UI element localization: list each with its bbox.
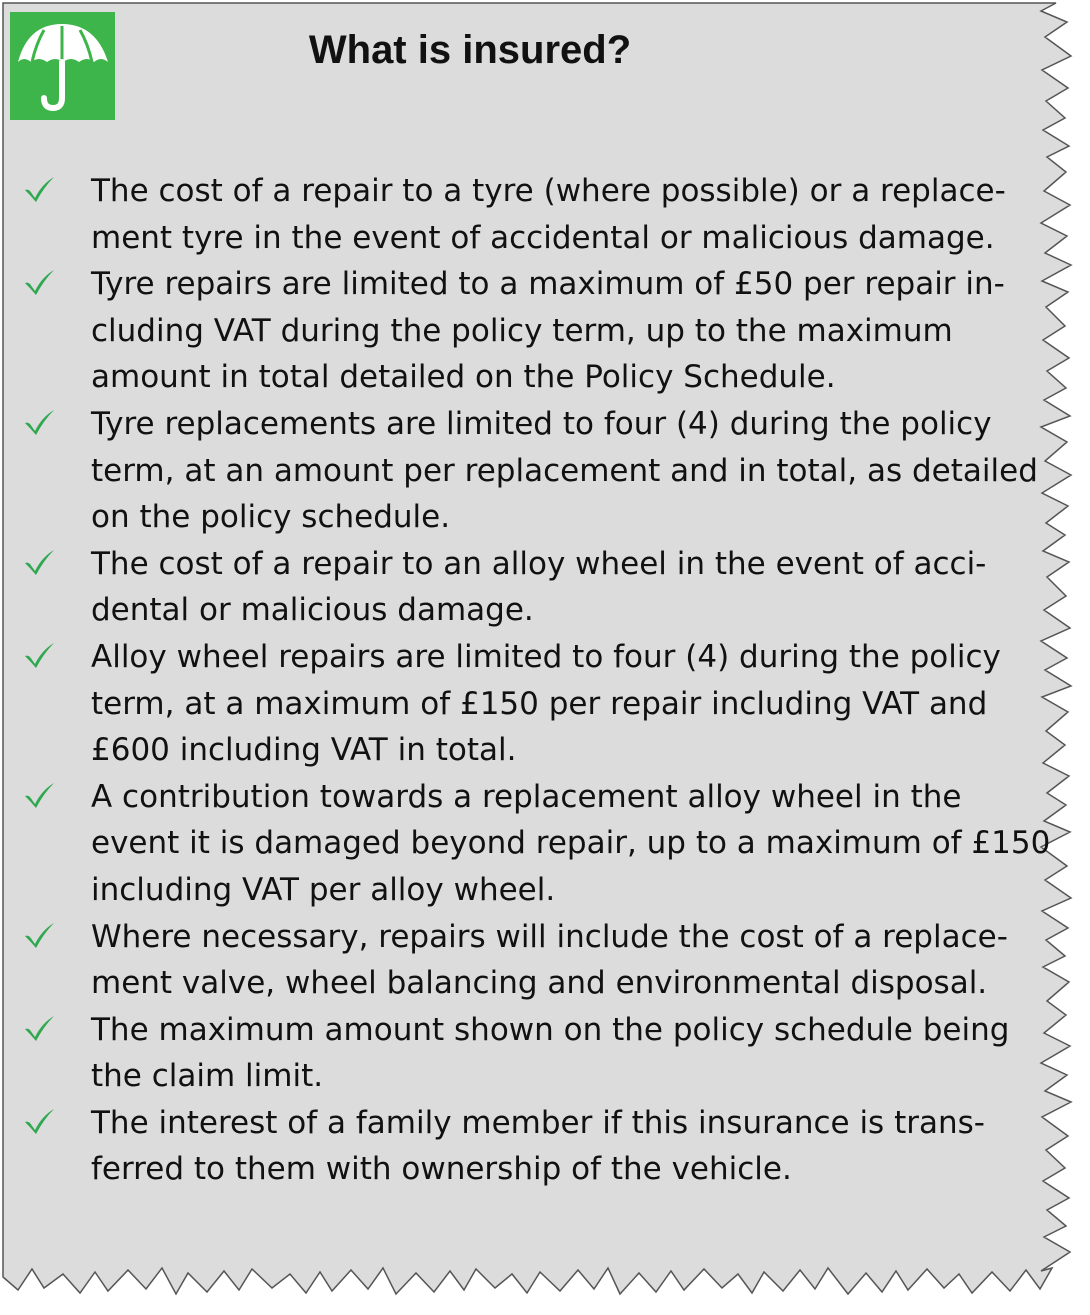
- item-text-line: £600 including VAT in total.: [91, 732, 517, 769]
- item-text-line: including VAT per alloy wheel.: [91, 871, 556, 908]
- insured-item: [0, 401, 1060, 541]
- check-icon: [22, 1013, 56, 1043]
- check-icon: [22, 407, 56, 437]
- item-text-line: The maximum amount shown on the policy schedule being: [91, 1011, 1010, 1048]
- item-text-line: term, at a maximum of £150 per repair including VAT and: [91, 685, 988, 722]
- item-text-line: Tyre replacements are limited to four (4) during the policy: [91, 405, 992, 442]
- item-text-line: The cost of a repair to an alloy wheel in the event of acci-: [91, 545, 987, 582]
- check-icon: [22, 267, 56, 297]
- item-text-line: amount in total detailed on the Policy Schedule.: [91, 359, 836, 396]
- item-text-line: cluding VAT during the policy term, up to the maximum: [91, 312, 953, 349]
- insured-item: [0, 634, 1060, 774]
- insured-item: [0, 168, 1060, 261]
- item-text-line: on the policy schedule.: [91, 499, 451, 536]
- insured-item: [0, 774, 1060, 914]
- item-text-line: Where necessary, repairs will include the cost of a replace-: [91, 918, 1008, 955]
- item-text-line: ment tyre in the event of accidental or malicious damage.: [91, 219, 995, 256]
- item-text-line: A contribution towards a replacement alloy wheel in the: [91, 778, 962, 815]
- item-text-line: ferred to them with ownership of the vehicle.: [91, 1151, 792, 1188]
- page-title: What is insured?: [308, 28, 632, 72]
- item-text-line: Alloy wheel repairs are limited to four (4) during the policy: [91, 638, 1001, 675]
- item-text-line: the claim limit.: [91, 1058, 324, 1095]
- item-text-line: Tyre repairs are limited to a maximum of £50 per repair in-: [91, 266, 1005, 303]
- insured-item: [0, 261, 1060, 401]
- insured-item: [0, 541, 1060, 634]
- check-icon: [22, 1106, 56, 1136]
- check-icon: [22, 640, 56, 670]
- item-text-line: term, at an amount per replacement and in total, as detailed: [91, 452, 1038, 489]
- item-text-line: dental or malicious damage.: [91, 592, 534, 629]
- check-icon: [22, 174, 56, 204]
- item-text-line: The interest of a family member if this insurance is trans-: [91, 1104, 985, 1141]
- item-text-line: The cost of a repair to a tyre (where possible) or a replace-: [91, 173, 1006, 209]
- umbrella-logo: [10, 12, 115, 120]
- insured-item: [0, 1007, 1060, 1100]
- item-text-line: event it is damaged beyond repair, up to a maximum of £150: [91, 825, 1051, 862]
- umbrella-icon: [10, 12, 115, 120]
- insured-item: [0, 1100, 1060, 1193]
- item-text-line: ment valve, wheel balancing and environmental disposal.: [91, 965, 988, 1002]
- check-icon: [22, 780, 56, 810]
- check-icon: [22, 920, 56, 950]
- insured-items-list: [0, 168, 1060, 1193]
- insured-item: [0, 914, 1060, 1007]
- check-icon: [22, 547, 56, 577]
